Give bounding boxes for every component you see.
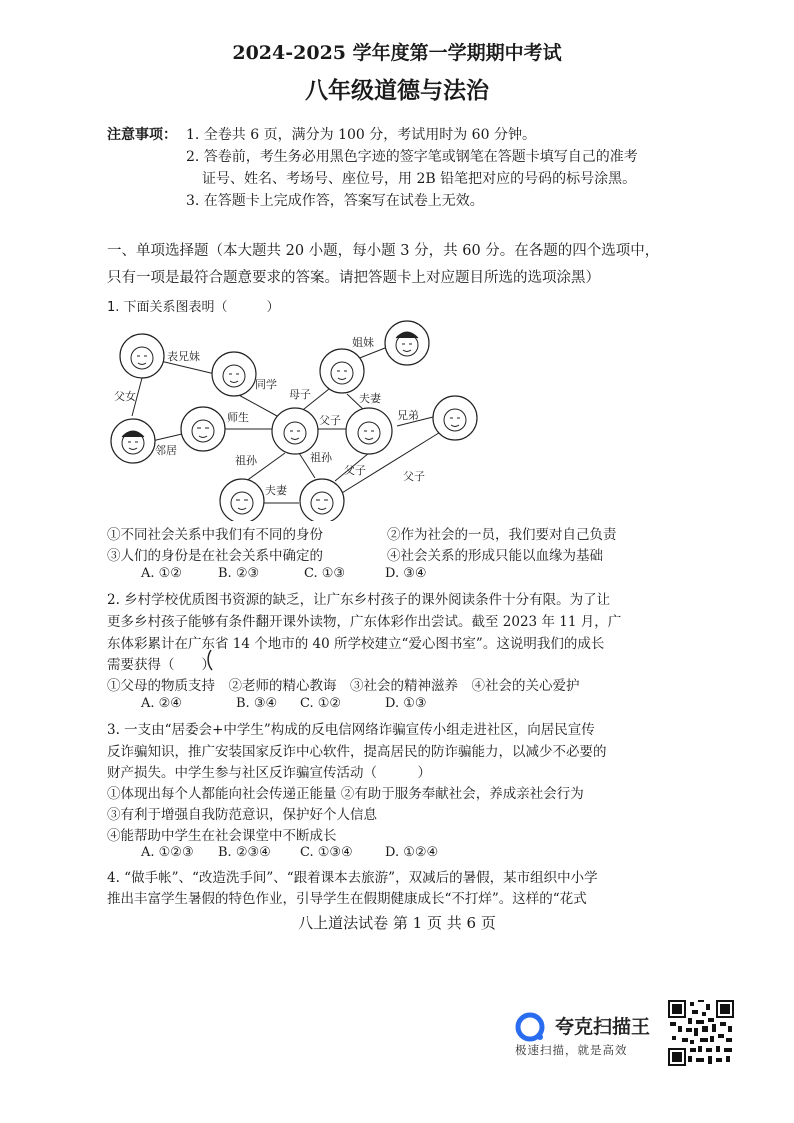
label-couple-top: 夫妻: [359, 392, 381, 405]
q1-option-a: A. ①②: [141, 566, 182, 581]
question-1-stem: 1. 下面关系图表明（ ）: [107, 300, 280, 315]
relationship-diagram: [107, 316, 507, 521]
q3-stem-line: 反诈骗知识，推广安装国家反诈中心软件，提高居民的防诈骗能力，以减少不必要的: [107, 744, 607, 760]
notice-item: 2. 答卷前，考生务必用黑色字迹的签字笔或钢笔在答题卡填写自己的准考: [186, 149, 638, 165]
q2-option-c: C. ①②: [300, 696, 342, 711]
qr-code: [668, 1000, 734, 1066]
notice-label: 注意事项：: [107, 127, 177, 143]
q2-option-a: A. ②④: [141, 696, 182, 711]
exam-title: 2024-2025 学年度第一学期期中考试: [232, 42, 562, 64]
q4-stem-line: 4. “做手帐”、“改造洗手间”、“跟着课本去旅游”，双减后的暑假，某市组织中小学: [107, 870, 598, 886]
label-teacher-student: 师生: [227, 411, 249, 424]
notice-item: 证号、姓名、考场号、座位号，用 2B 铅笔把对应的号码的标号涂黑。: [202, 171, 637, 187]
label-grand-right: 祖孙: [310, 451, 332, 464]
label-father-son-low: 父子: [344, 464, 366, 477]
exam-subject: 八年级道德与法治: [305, 77, 489, 104]
q3-stem-line: 3. 一支由“居委会+中学生”构成的反电信网络诈骗宣传小组走进社区，向居民宣传: [107, 722, 595, 738]
label-father-daughter: 父女: [114, 390, 136, 403]
notice-item: 3. 在答题卡上完成作答，答案写在试卷上无效。: [186, 193, 484, 209]
q3-option-b: B. ②③④: [218, 845, 271, 860]
q3-statement: ④能帮助中学生在社会课堂中不断成长: [107, 828, 337, 844]
q1-option-c: C. ①③: [304, 566, 346, 581]
q3-option-d: D. ①②④: [385, 845, 439, 860]
q1-option-d: D. ③④: [385, 566, 427, 581]
brand-slogan: 极速扫描，就是高效: [515, 1043, 628, 1057]
q3-stem-line: 财产损失。中学生参与社区反诈骗宣传活动（ ）: [107, 765, 431, 781]
q2-stem-line: 2. 乡村学校优质图书资源的缺乏，让广东乡村孩子的课外阅读条件十分有限。为了让: [107, 592, 611, 608]
section-heading-cont: 只有一项是最符合题意要求的答案。请把答题卡上对应题目所选的选项涂黑）: [107, 270, 600, 286]
q2-stem-line: 需要获得（ ）: [107, 657, 215, 673]
label-grand-left: 祖孙: [235, 454, 257, 467]
q3-option-c: C. ①③④: [300, 845, 353, 860]
label-father-son-mid: 父子: [319, 414, 341, 427]
label-father-son-right: 父子: [403, 470, 425, 483]
q2-option-b: B. ③④: [236, 696, 278, 711]
q2-option-d: D. ①③: [385, 696, 427, 711]
q1-statement: ④社会关系的形成只能以血缘为基础: [387, 548, 603, 564]
label-neighbors: 邻居: [155, 444, 177, 457]
label-brothers: 兄弟: [397, 409, 419, 422]
q1-option-b: B. ②③: [218, 566, 260, 581]
label-couple-bottom: 夫妻: [265, 484, 287, 497]
label-classmates: 同学: [255, 378, 277, 391]
label-siblings: 姐妹: [352, 336, 374, 349]
q1-statement: ③人们的身份是在社会关系中确定的: [107, 548, 323, 564]
q3-option-a: A. ①②③: [141, 845, 194, 860]
handwritten-mark: [203, 648, 225, 672]
scanner-watermark: [515, 1012, 665, 1072]
notice-item: 1. 全卷共 6 页，满分为 100 分，考试用时为 60 分钟。: [186, 127, 536, 143]
q2-stem-line: 更多乡村孩子能够有条件翻开课外读物，广东体彩作出尝试。截至 2023 年 11 月，广: [107, 614, 622, 630]
q3-statement: ①体现出每个人都能向社会传递正能量 ②有助于服务奉献社会，养成亲社会行为: [107, 786, 584, 802]
page-footer: 八上道法试卷 第 1 页 共 6 页: [298, 914, 496, 932]
q2-statements: ①父母的物质支持 ②老师的精心教诲 ③社会的精神滋养 ④社会的关心爱护: [107, 678, 580, 694]
q2-stem-line: 东体彩累计在广东省 14 个地市的 40 所学校建立“爱心图书室”。这说明我们的成长: [107, 636, 605, 652]
q1-statement: ①不同社会关系中我们有不同的身份: [107, 527, 323, 543]
quark-logo-icon: [515, 1012, 547, 1042]
q4-stem-line: 推出丰富学生暑假的特色作业，引导学生在假期健康成长“不打烊”。这样的“花式: [107, 891, 587, 907]
q3-statement: ③有利于增强自我防范意识，保护好个人信息: [107, 807, 377, 823]
label-mother-son: 母子: [289, 388, 311, 401]
label-cousins: 表兄妹: [167, 350, 200, 363]
q1-statement: ②作为社会的一员，我们要对自己负责: [387, 527, 617, 543]
brand-name: 夸克扫描王: [555, 1016, 651, 1038]
section-heading: 一、单项选择题（本大题共 20 小题，每小题 3 分，共 60 分。在各题的四个选项中，: [107, 243, 660, 259]
